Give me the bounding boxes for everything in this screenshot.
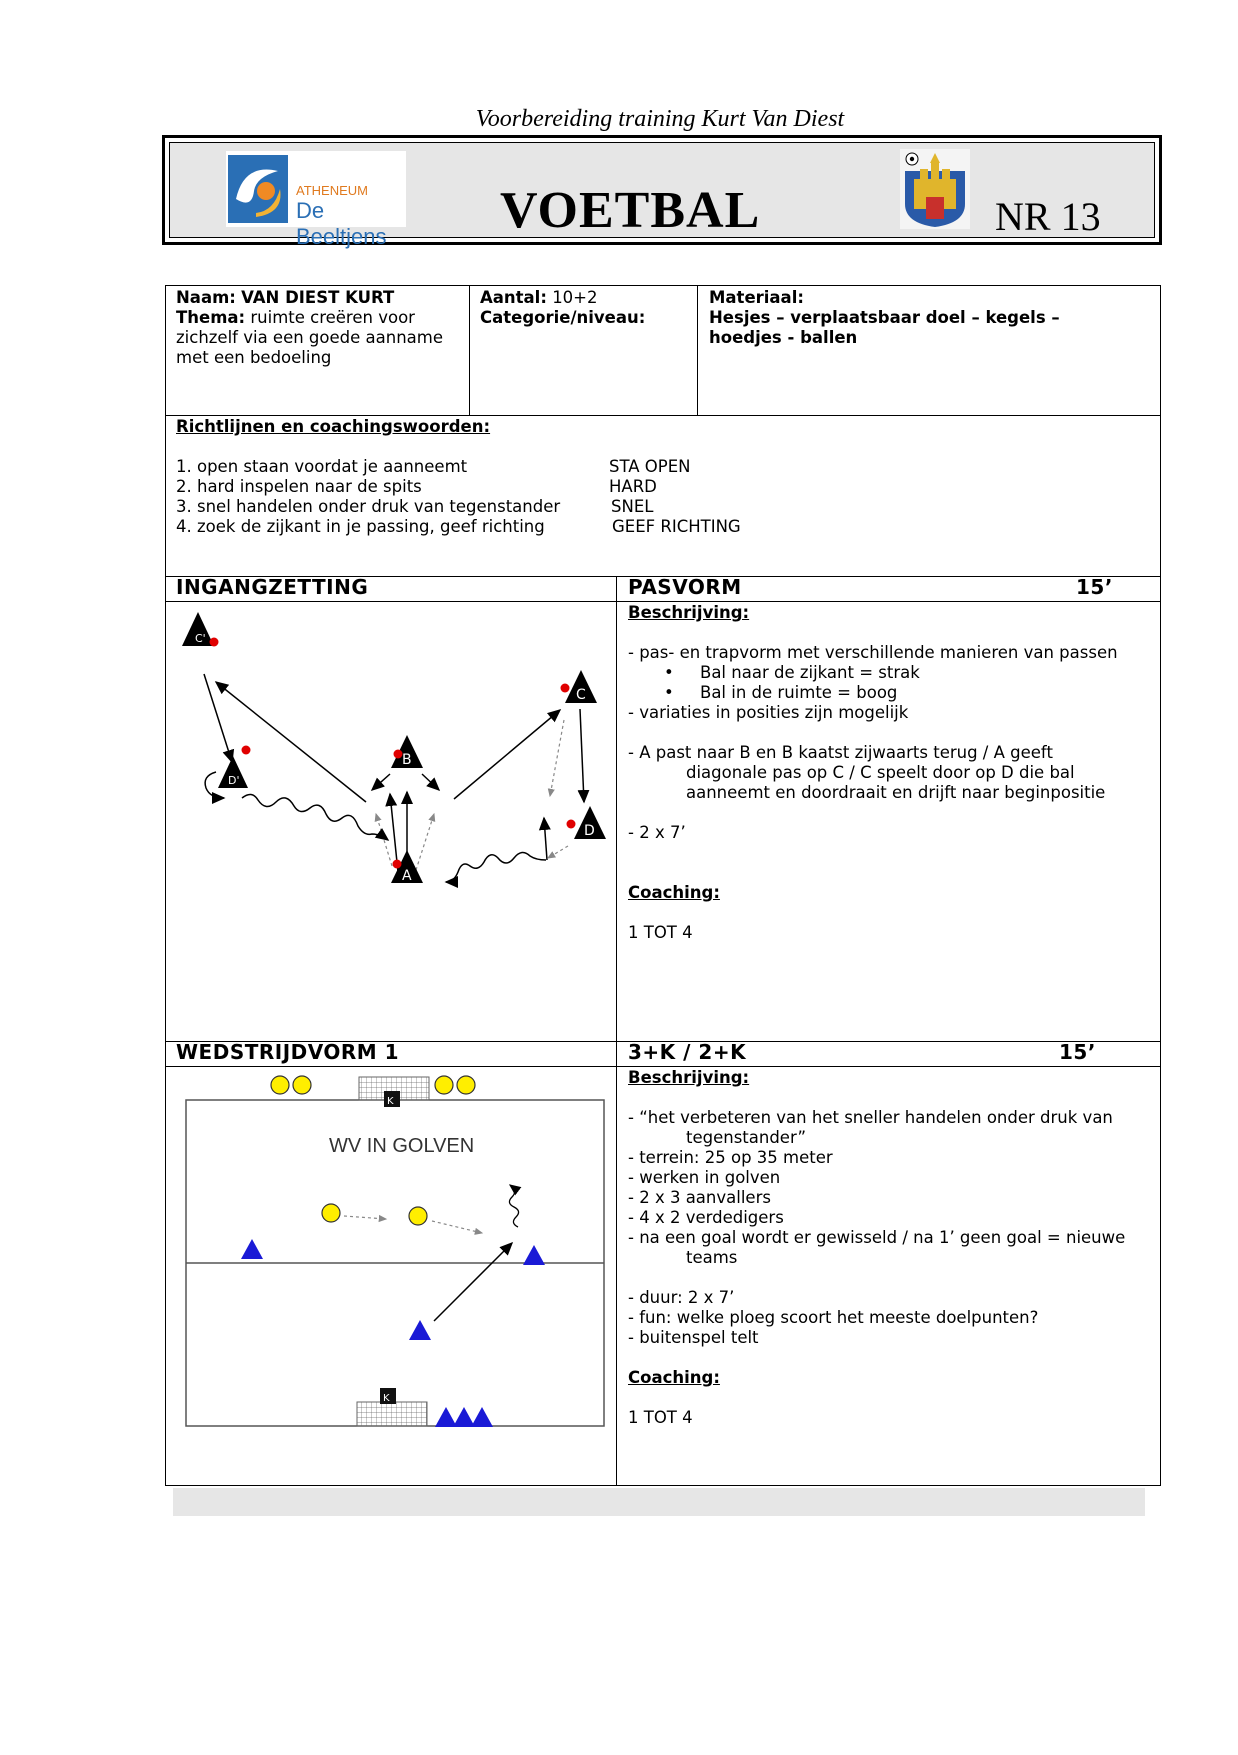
desc-line: - fun: welke ploeg scoort het meeste doelpunten?: [628, 1308, 1039, 1327]
desc-line: - 4 x 2 verdedigers: [628, 1208, 784, 1227]
beschrijving-heading: Beschrijving:: [628, 603, 750, 622]
desc-line: tegenstander”: [686, 1128, 806, 1147]
guideline-item: 2. hard inspelen naar de spits HARD: [176, 477, 657, 496]
goal-bottom: [357, 1402, 427, 1426]
document-subtitle: Voorbereiding training Kurt Van Diest: [475, 106, 845, 132]
desc-line: teams: [686, 1248, 738, 1267]
cone-label: A: [402, 868, 412, 884]
cone-label: D': [228, 774, 240, 787]
svg-text:K: K: [387, 1096, 394, 1107]
diagram-caption: WV IN GOLVEN: [329, 1135, 475, 1157]
cone-label: C': [195, 632, 206, 645]
desc-line: - terrein: 25 op 35 meter: [628, 1148, 833, 1167]
desc-line: aanneemt en doordraait en drijft naar beginpositie: [686, 783, 1106, 802]
desc-line: - A past naar B en B kaatst zijwaarts terug / A geeft: [628, 743, 1053, 762]
coaching-word: GEEF RICHTING: [612, 517, 741, 536]
cone-label: B: [402, 752, 412, 768]
coaching-word: HARD: [609, 477, 657, 496]
desc-line: - duur: 2 x 7’: [628, 1288, 735, 1307]
categorie-label: Categorie/niveau:: [480, 308, 646, 327]
coaching-text: 1 TOT 4: [628, 1408, 693, 1427]
training-number: NR 13: [995, 194, 1101, 239]
banner-title: VOETBAL: [500, 182, 761, 239]
desc-bullet: • Bal in de ruimte = boog: [664, 683, 898, 702]
header-banner: [162, 135, 1162, 249]
section2-duration: 15’: [1059, 1040, 1096, 1064]
city-crest-icon: [900, 149, 970, 229]
desc-line: - 2 x 7’: [628, 823, 686, 842]
desc-line: - na een goal wordt er gewisseld / na 1’ geen goal = nieuwe: [628, 1228, 1126, 1247]
thema-line3: met een bedoeling: [176, 348, 332, 367]
desc-line: - 2 x 3 aanvallers: [628, 1188, 771, 1207]
school-logo: [226, 151, 406, 249]
guidelines-list: [176, 457, 1156, 537]
footer-bar: [173, 1488, 1145, 1516]
section1-right-title: PASVORM: [628, 575, 742, 599]
cone-label: C: [576, 687, 586, 703]
svg-text:K: K: [383, 1393, 390, 1404]
coaching-heading: Coaching:: [628, 1368, 720, 1387]
naam-value: VAN DIEST KURT: [241, 288, 395, 307]
coaching-word: STA OPEN: [609, 457, 691, 476]
thema-value: ruimte creëren voor: [250, 308, 415, 327]
cone-label: D: [584, 823, 595, 839]
desc-line: - variaties in posities zijn mogelijk: [628, 703, 909, 722]
beschrijving-heading: Beschrijving:: [628, 1068, 750, 1087]
materiaal-line1: Hesjes – verplaatsbaar doel – kegels –: [709, 308, 1060, 327]
section1-duration: 15’: [1076, 575, 1113, 599]
blue-reserves: [435, 1407, 493, 1427]
section1-left-title: INGANGZETTING: [176, 575, 369, 599]
guidelines-heading: Richtlijnen en coachingswoorden:: [176, 417, 491, 436]
coaching-word: SNEL: [611, 497, 654, 516]
blue-players: [241, 1239, 545, 1265]
desc-line: - werken in golven: [628, 1168, 781, 1187]
pasvorm-diagram: [166, 602, 616, 1040]
naam-label: Naam:: [176, 288, 236, 307]
thema-label: Thema:: [176, 308, 246, 327]
blue-player: [409, 1320, 431, 1340]
logo-line2: De Beeltjens: [296, 198, 387, 249]
logo-line1: ATHENEUM: [296, 183, 368, 198]
materiaal-label: Materiaal:: [709, 288, 804, 307]
guideline-item: 1. open staan voordat je aanneemt STA OPEN: [176, 457, 691, 476]
info-materiaal: [709, 288, 1159, 348]
wedstrijdvorm-diagram: [166, 1067, 616, 1485]
guideline-item: 3. snel handelen onder druk van tegenstander SNEL: [176, 497, 654, 516]
section2-left-title: WEDSTRIJDVORM 1: [176, 1040, 400, 1064]
aantal-value: 10+2: [552, 288, 598, 307]
training-sheet: [165, 285, 1161, 1486]
section1-description: [628, 603, 1158, 943]
info-naam-thema: [176, 288, 466, 368]
materiaal-line2: hoedjes - ballen: [709, 328, 858, 347]
coaching-text: 1 TOT 4: [628, 923, 693, 942]
desc-bullet: • Bal naar de zijkant = strak: [664, 663, 920, 682]
desc-line: diagonale pas op C / C speelt door op D die bal: [686, 763, 1075, 782]
section2-description: [628, 1068, 1158, 1428]
guideline-item: 4. zoek de zijkant in je passing, geef richting GEEF RICHTING: [176, 517, 741, 536]
section2-right-title: 3+K / 2+K: [628, 1040, 747, 1064]
coaching-heading: Coaching:: [628, 883, 720, 902]
info-aantal: [480, 288, 695, 328]
desc-line: - buitenspel telt: [628, 1328, 759, 1347]
desc-line: - “het verbeteren van het sneller handelen onder druk van: [628, 1108, 1113, 1127]
thema-line2: zichzelf via een goede aanname: [176, 328, 443, 347]
desc-line: - pas- en trapvorm met verschillende manieren van passen: [628, 643, 1118, 662]
aantal-label: Aantal:: [480, 288, 547, 307]
